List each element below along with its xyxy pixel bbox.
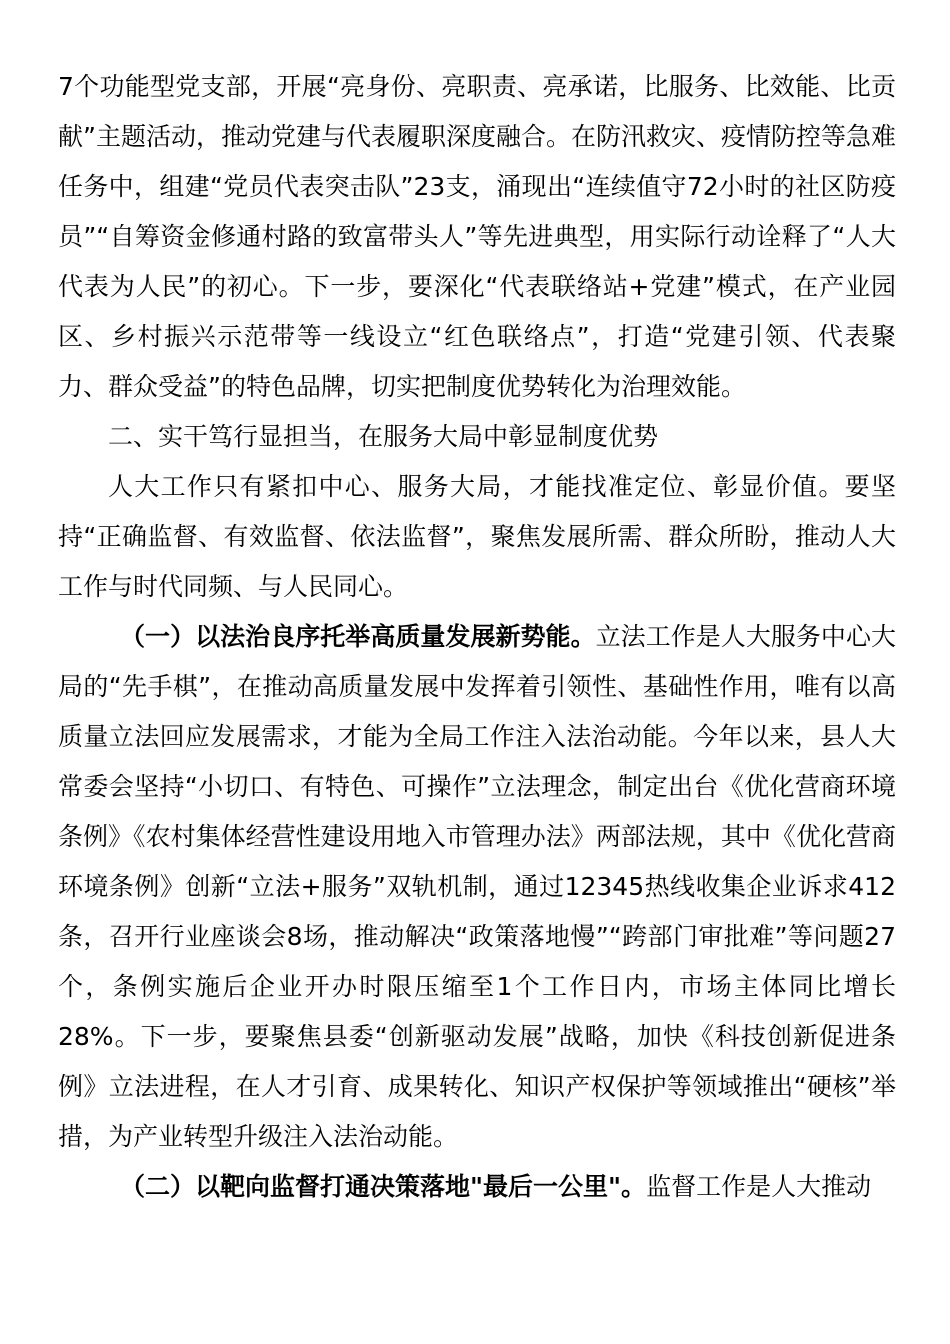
- document-body: [58, 62, 896, 1212]
- subsection-heading-one: （一）以法治良序托举高质量发展新势能。: [120, 622, 596, 651]
- paragraph-text: 立法工作是人大服务中心大局的“先手棋”，在推动高质量发展中发挥着引领性、基础性作用，唯有以高质量立法回应发展需求，才能为全局工作注入法治动能。今年以来，县人大常委会坚持“小切口、有特色、可操作”立法理念，制定出台《优化营商环境条例》《农村集体经营性建设用地入市管理办法》两部法规，其中《优化营商环境条例》创新“立法+服务”双轨机制，通过12345热线收集企业诉求412条，召开行业座谈会8场，推动解决“政策落地慢”“跨部门审批难”等问题27个，条例实施后企业开办时限压缩至1个工作日内，市场主体同比增长28%。下一步，要聚焦县委“创新驱动发展”战略，加快《科技创新促进条例》立法进程，在人才引育、成果转化、知识产权保护等领域推出“硬核”举措，为产业转型升级注入法治动能。: [58, 622, 896, 1151]
- paragraph-text: 人大工作只有紧扣中心、服务大局，才能找准定位、彰显价值。要坚持“正确监督、有效监督、依法监督”，聚焦发展所需、群众所盼，推动人大工作与时代同频、与人民同心。: [58, 472, 896, 601]
- paragraph-party-building: [58, 62, 896, 412]
- paragraph-legislation: [58, 612, 896, 1162]
- subsection-heading-two: （二）以靶向监督打通决策落地"最后一公里"。: [120, 1172, 647, 1201]
- paragraph-text: 7个功能型党支部，开展“亮身份、亮职责、亮承诺，比服务、比效能、比贡献”主题活动，推动党建与代表履职深度融合。在防汛救灾、疫情防控等急难任务中，组建“党员代表突击队”23支，涌现出“连续值守72小时的社区防疫员”“自筹资金修通村路的致富带头人”等先进典型，用实际行动诠释了“人大代表为人民”的初心。下一步，要深化“代表联络站+党建”模式，在产业园区、乡村振兴示范带等一线设立“红色联络点”，打造“党建引领、代表聚力、群众受益”的特色品牌，切实把制度优势转化为治理效能。: [58, 72, 896, 401]
- paragraph-supervision: [58, 1162, 896, 1212]
- paragraph-text: 监督工作是人大推动: [646, 1172, 872, 1201]
- section-heading-text: 二、实干笃行显担当，在服务大局中彰显制度优势: [108, 422, 659, 451]
- section-heading-two: [58, 412, 896, 462]
- paragraph-section-intro: [58, 462, 896, 612]
